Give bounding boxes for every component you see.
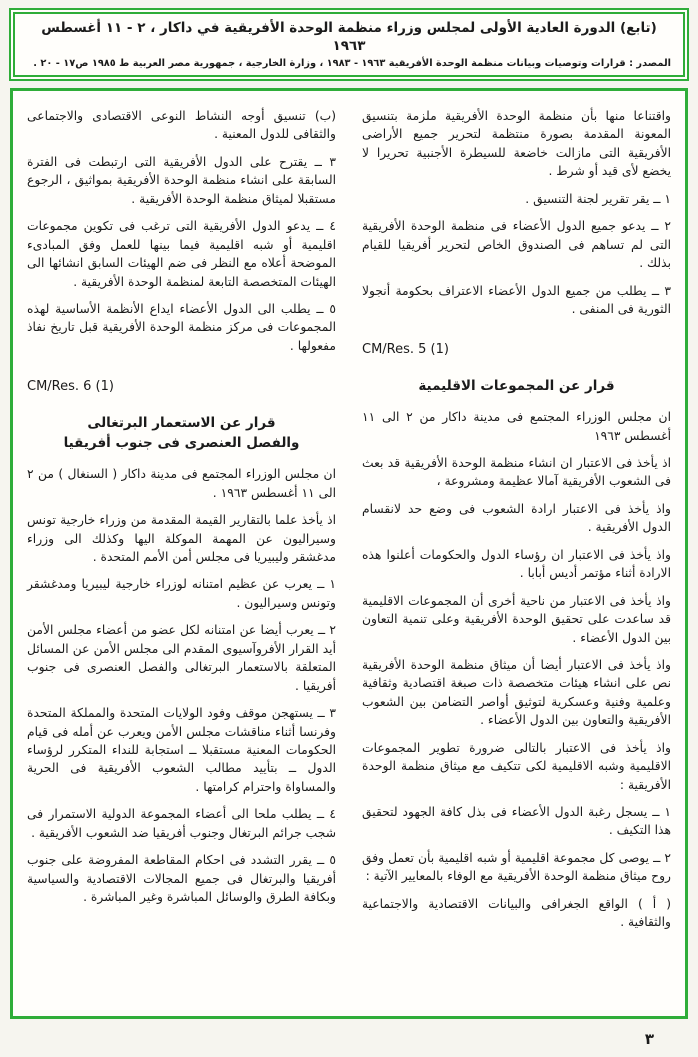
- resolution-5-item: ١ ــ يسجل رغبة الدول الأعضاء فى بذل كافة الجهود لتحقيق هذا التكيف .: [362, 805, 671, 838]
- resolution-5-paragraph: واذ يأخذ فى الاعتبار ارادة الشعوب فى وضع حد لانقسام الدول الأفريقية .: [362, 501, 671, 535]
- document-source: المصدر : قرارات وتوصيات وبيانات منظمة الوحدة الأفريقية ١٩٦٣ - ١٩٨٣ ، وزارة الخارجية ، جمهورية مصر العربية ط ١٩٨٥ ص١٧ - ٢٠ .: [33, 58, 671, 70]
- resolution-5-paragraph: ان مجلس الوزراء المجتمع فى مدينة داكار من ٢ الى ١١ أغسطس ١٩٦٣: [362, 410, 671, 443]
- resolution-6-title-line: والفصل العنصرى فى جنوب أفريقيا: [63, 435, 300, 451]
- page-number: ٣: [644, 1030, 654, 1048]
- document-content: [10, 88, 688, 1019]
- resolution-6-paragraph: ان مجلس الوزراء المجتمع فى مدينة داكار ( السنغال ) من ٢ الى ١١ أغسطس ١٩٦٣ .: [27, 467, 336, 500]
- resolution-5-item: ٥ ــ يطلب الى الدول الأعضاء ايداع الأنظمة الأساسية لهذه المجموعات فى مركز منظمة الوحدة الأفريقية قبل تاريخ نفاذ مفعولها .: [27, 301, 336, 353]
- resolution-6-item: ٣ ــ يستهجن موقف وفود الولايات المتحدة والمملكة المتحدة وفرنسا أثناء مناقشات مجلس الأمن ويعرب عن أمله فى قيام الحكومات المعنية مستقبلا ــ استجابة للنداء المتكرر لرؤساء الدول ــ بتأييد مطالب الشعوب الأفريقية فى الحرية والمساواة واحترام كرامتها .: [27, 706, 336, 794]
- resolution-6-number: CM/Res. 6 (1): [27, 379, 114, 395]
- resolution-5-paragraph: اذ يأخذ فى الاعتبار ان انشاء منظمة الوحدة الأفريقية قد بعث فى الشعوب الأفريقية آمالا عظيمة ومشروعة ،: [362, 456, 671, 489]
- resolution-5-paragraph: واذ يأخذ فى الاعتبار أيضا أن ميثاق منظمة الوحدة الأفريقية نص على انشاء هيئات متخصصة ذات صبغة اقتصادية وثقافية وعلمية وفنية وعسكرية لتوثيق أواصر التضامن بين الشعوب الأفريقية والتعاون بين الدول الأعضاء .: [362, 657, 671, 728]
- continuation-paragraph: واقتناعا منها بأن منظمة الوحدة الأفريقية ملزمة بتنسيق المعونة المقدمة بصورة منتظمة لتحرير جميع الأراضى الأفريقية التى مازالت خاضعة للسيطرة الأجنبية تحريرا لا يخضع لأى قيد أو شرط .: [362, 109, 671, 179]
- resolution-5-paragraph: واذ يأخذ فى الاعتبار بالتالى ضرورة تطوير المجموعات الاقليمية وشبه الاقليمية لكى تتكيف مع ميثاق منظمة الوحدة الأفريقية :: [362, 740, 671, 792]
- resolution-5-item: (ب) تنسيق أوجه النشاط النوعى الاقتصادى والاجتماعى والثقافى للدول المعنية .: [27, 109, 336, 142]
- resolution-5-item: ٢ ــ يوصى كل مجموعة اقليمية أو شبه اقليمية بأن تعمل وفق روح ميثاق منظمة الوحدة الأفريقية مع الوفاء بالمعايير الآتية :: [362, 850, 671, 884]
- document-title: (تابع) الدورة العادية الأولى لمجلس وزراء منظمة الوحدة الأفريقية في داكار ، ٢ - ١١ أغسطس ١٩٦٣: [41, 20, 657, 55]
- left-column: [27, 107, 336, 1004]
- resolution-6-title: [27, 413, 336, 454]
- resolution-5-paragraph: واذ يأخذ فى الاعتبار ان رؤساء الدول والحكومات أعلنوا هذه الارادة أثناء مؤتمر أديس أبابا .: [362, 547, 671, 581]
- resolution-5-item: ٣ ــ يقترح على الدول الأفريقية التى ارتبطت فى الفترة السابقة على انشاء منظمة الوحدة الأفريقية بمواثيق ، الرجوع مستقبلا لميثاق منظمة الوحدة الأفريقية .: [27, 154, 336, 206]
- resolution-5-item: ٤ ــ يدعو الدول الأفريقية التى ترغب فى تكوين مجموعات اقليمية أو شبه اقليمية فيما بينها للعمل وفق المبادىء الموضحة أعلاه مع النظر فى ضم الهيئات السابق انشائها الى الهيئات المتخصصة التابعة لمنظمة الوحدة الأفريقية .: [27, 219, 336, 289]
- resolution-6-title-line: قرار عن الاستعمار البرتغالى: [87, 414, 276, 431]
- resolution-5-title: قرار عن المجموعات الاقليمية: [418, 377, 615, 394]
- continuation-item: ١ ــ يقر تقرير لجنة التنسيق .: [525, 191, 671, 206]
- resolution-6-item: ٤ ــ يطلب ملحا الى أعضاء المجموعة الدولية الاستمرار فى شجب جرائم البرتغال وجنوب أفريقيا ضد الشعوب الأفريقية .: [27, 807, 336, 840]
- resolution-6-item: ٢ ــ يعرب أيضا عن امتنانه لكل عضو من أعضاء مجلس الأمن أيد القرار الأفروآسيوى المقدم الى مجلس الأمن عن المسائل المتعلقة بالاستعمار البرتغالى والفصل العنصرى فى جنوب أفريقيا .: [27, 623, 336, 693]
- resolution-5-paragraph: واذ يأخذ فى الاعتبار من ناحية أخرى أن المجموعات الاقليمية قد ساعدت على تحقيق الوحدة الأفريقية وعلى تنمية التعاون بين الدول الأعضاء .: [362, 593, 671, 645]
- continuation-item: ٣ ــ يطلب من جميع الدول الأعضاء الاعتراف بحكومة أنجولا الثورية فى المنفى .: [362, 283, 671, 316]
- right-column: [362, 107, 671, 1004]
- resolution-6-paragraph: اذ يأخذ علما بالتقارير القيمة المقدمة من وزراء خارجية تونس وسيراليون عن المهمة الموكلة اليها وكذلك الى وزراء مدغشقر وليبيريا فى مجلس أمن الأمم المتحدة .: [27, 513, 336, 564]
- resolution-6-item: ٥ ــ يقرر التشدد فى احكام المقاطعة المفروضة على جنوب أفريقيا والبرتغال فى جميع المجالات الاقتصادية والسياسية وبكافة الطرق والوسائل المباشرة وغير المباشرة .: [27, 853, 336, 904]
- resolution-5-item: ( أ ) الواقع الجغرافى والبيانات الاقتصادية والاجتماعية والثقافية .: [362, 896, 671, 930]
- continuation-item: ٢ ــ يدعو جميع الدول الأعضاء فى منظمة الوحدة الأفريقية التى لم تساهم فى الصندوق الخاص لتحرير أفريقيا للقيام بذلك .: [362, 219, 671, 271]
- resolution-5-number: CM/Res. 5 (1): [362, 342, 449, 358]
- resolution-6-item: ١ ــ يعرب عن عظيم امتنانه لوزراء خارجية ليبيريا ومدغشقر وتونس وسيراليون .: [27, 577, 336, 610]
- document-header: [9, 8, 689, 81]
